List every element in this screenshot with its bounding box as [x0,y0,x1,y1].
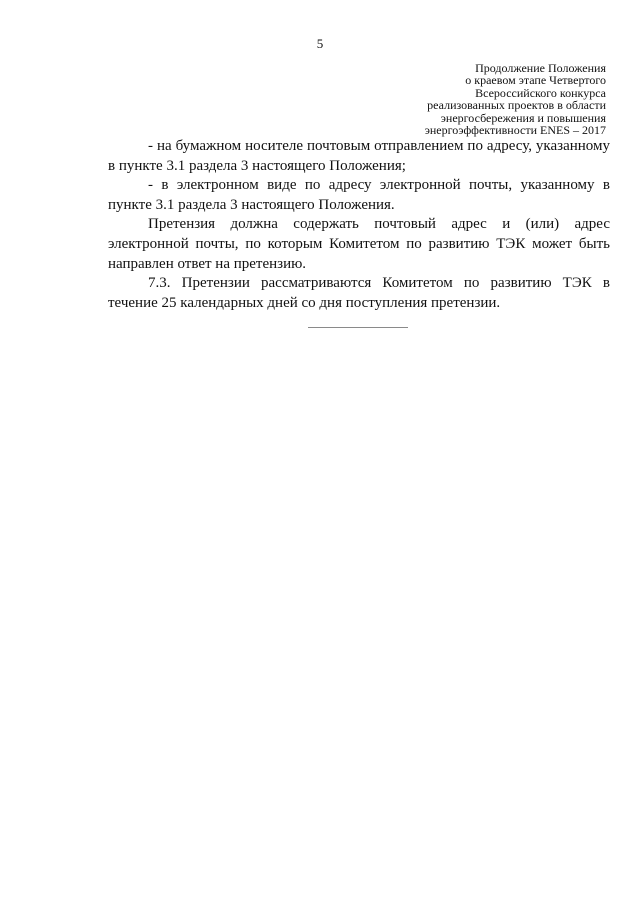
paragraph-electronic-delivery: - в электронном виде по адресу электронной почты, указанному в пункте 3.1 раздела 3 настоящего Положения. [108,177,610,213]
header-line: реализованных проектов в области [427,98,606,113]
header-line: энергосбережения и повышения [440,110,606,125]
paragraph-claim-contents: Претензия должна содержать почтовый адрес и (или) адрес электронной почты, по которым Комитетом по развитию ТЭК может быть направлен ответ на претензию. [108,216,610,272]
paragraph-clause-7-3: 7.3. Претензии рассматриваются Комитетом по развитию ТЭК в течение 25 календарных дней со дня поступления претензии. [108,275,610,311]
end-divider-line [308,327,408,328]
body-text [108,137,610,313]
header-line: Продолжение Положения [475,61,606,75]
running-header [346,62,606,136]
paragraph-paper-delivery: - на бумажном носителе почтовым отправлением по адресу, указанному в пункте 3.1 раздела 3 настоящего Положения; [108,138,610,174]
page-number: 5 [316,36,324,51]
header-line: энергоэффективности ENES – 2017 [424,123,606,138]
header-line: о краевом этапе Четвертого [465,73,606,88]
header-line: Всероссийского конкурса [475,85,606,100]
